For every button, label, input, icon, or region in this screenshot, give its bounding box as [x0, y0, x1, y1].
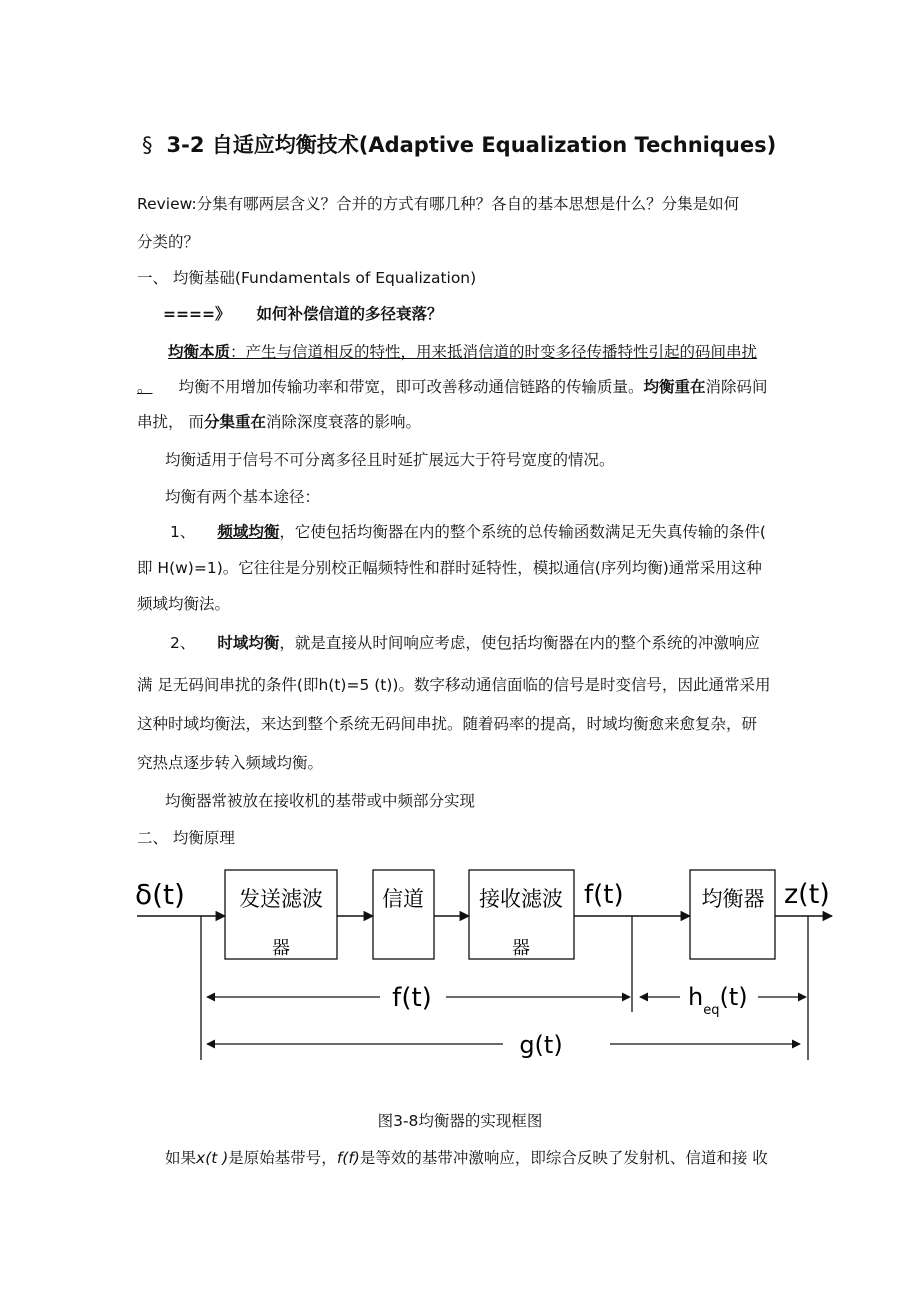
p2-a: 串扰， 而	[137, 413, 204, 431]
question-text: 如何补偿信道的多径衰落？	[256, 305, 443, 323]
p2-c: 消除深度衰落的影响。	[265, 413, 421, 431]
review-line-2: 分类的？	[137, 233, 200, 251]
essence-text: ：产生与信道相反的特性，用来抵消信道的时变多径传播特性引起的码间串扰	[230, 343, 758, 361]
receive-filter-label-2: 器	[512, 938, 530, 959]
item-2-number: 2、	[170, 634, 196, 652]
item-2-line-4: 究热点逐步转入频域均衡。	[137, 754, 324, 772]
last-paragraph-line	[165, 1148, 768, 1168]
title-text: 3-2 自适应均衡技术(Adaptive Equalization Techniques)	[166, 133, 777, 157]
arrow-prefix: ====》	[163, 305, 231, 323]
last-a: 如果	[165, 1149, 197, 1167]
section-2-heading: 二、 均衡原理	[137, 829, 235, 847]
question-line	[163, 304, 442, 324]
p1-bold-1: 均衡重在	[643, 378, 706, 396]
last-c: 是等效的基带冲激响应，即综合反映了发射机、信道和接 收	[359, 1149, 768, 1167]
span-heq-sub: eq	[703, 1003, 720, 1018]
receive-filter-label-1: 接收滤波	[479, 887, 563, 911]
input-label: δ(t)	[135, 878, 185, 911]
span-heq-t: (t)	[719, 983, 748, 1011]
item-1-text: ，它使包括均衡器在内的整个系统的总传输函数满足无失真传输的条件(	[279, 523, 766, 541]
item-2-text: ，就是直接从时间响应考虑，使包括均衡器在内的整个系统的冲激响应	[279, 634, 760, 652]
span-f-label: f(t)	[392, 983, 432, 1013]
item-1-line-2: 即 H(w)=1)。它往往是分别校正幅频特性和群时延特性，模拟通信(序列均衡)通常采用这种	[137, 559, 762, 577]
item-2-label: 时域均衡	[217, 634, 280, 652]
paragraph-3: 均衡适用于信号不可分离多径且时延扩展远大于符号宽度的情况。	[165, 451, 615, 469]
span-heq-h: h	[688, 983, 704, 1011]
last-f: f(f)	[336, 1149, 360, 1167]
span-g-label: g(t)	[519, 1031, 563, 1059]
section-mark: §	[142, 133, 153, 157]
mid-signal-label: f(t)	[584, 880, 624, 910]
page-title	[142, 129, 776, 159]
item-2-line-2: 满 足无码间串扰的条件(即h(t)=5 (t))。数字移动通信面临的信号是时变信号，因此通常采用	[137, 676, 771, 694]
essence-line	[168, 342, 757, 362]
paragraph-1-line	[137, 377, 768, 397]
item-1-line-1	[170, 522, 766, 542]
p1-rest: 均衡不用增加传输功率和带宽，即可改善移动通信链路的传输质量。	[178, 378, 644, 396]
transmit-filter-label-2: 器	[272, 938, 290, 959]
equalizer-label: 均衡器	[701, 887, 765, 911]
p1-text-1: 消除码间	[705, 378, 768, 396]
output-label: z(t)	[784, 879, 830, 910]
channel-label: 信道	[382, 887, 424, 911]
p2-bold: 分集重在	[203, 413, 266, 431]
item-2-line-1	[170, 633, 760, 653]
item-2-line-3: 这种时域均衡法，来达到整个系统无码间串扰。随着码率的提高，时域均衡愈来愈复杂，研	[137, 715, 758, 733]
paragraph-2-line	[137, 412, 421, 432]
paragraph-4: 均衡有两个基本途径：	[165, 488, 321, 506]
item-1-line-3: 频域均衡法。	[137, 595, 231, 613]
section-1-heading: 一、 均衡基础(Fundamentals of Equalization)	[137, 269, 477, 287]
review-line-1: Review:分集有哪两层含义？合并的方式有哪几种？各自的基本思想是什么？分集是如何	[137, 195, 740, 213]
equalizer-block-diagram	[0, 860, 920, 1080]
figure-caption: 图3-8均衡器的实现框图	[377, 1112, 543, 1130]
equalizer-box	[690, 870, 775, 959]
paragraph-5: 均衡器常被放在接收机的基带或中频部分实现	[165, 792, 476, 810]
item-1-label: 频域均衡	[217, 523, 280, 541]
transmit-filter-label-1: 发送滤波	[239, 887, 323, 911]
last-b: 是原始基带号，	[228, 1149, 337, 1167]
channel-box	[373, 870, 434, 959]
item-1-number: 1、	[170, 523, 196, 541]
span-heq-label	[688, 983, 748, 1018]
essence-label: 均衡本质	[168, 343, 231, 361]
essence-end: 。	[137, 378, 153, 396]
last-x: x(t )	[196, 1149, 229, 1167]
